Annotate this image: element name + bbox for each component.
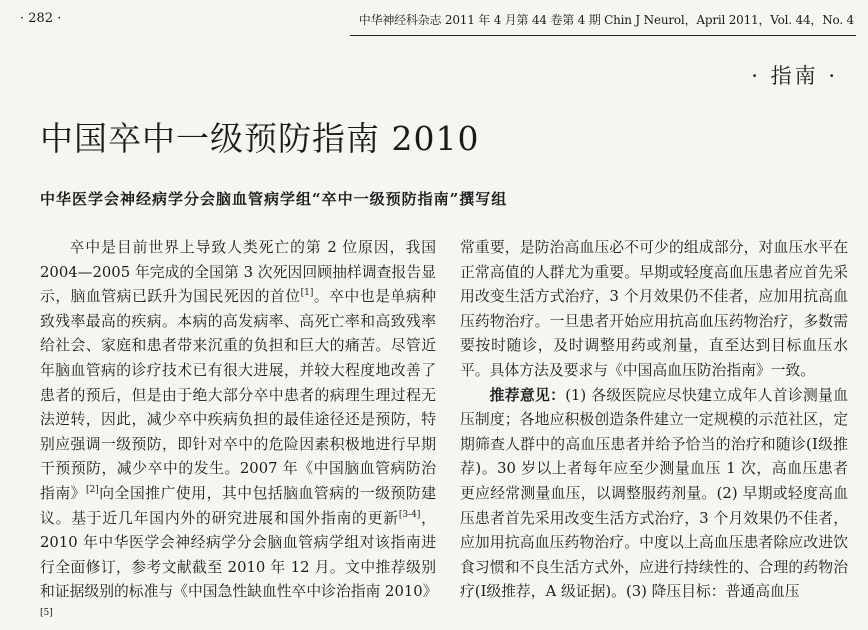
- header-rule: [350, 35, 856, 36]
- recommendation-paragraph: [460, 384, 848, 605]
- intro-paragraph: [40, 236, 436, 630]
- author-line: 中华医学会神经病学分会脑血管病学组“卒中一级预防指南”撰写组: [40, 190, 508, 208]
- right-column: [460, 236, 848, 605]
- recommendation-label: 推荐意见：: [489, 386, 566, 404]
- intro-text-4: ，2010 年中华医学会神经病学分会脑血管病学组对该指南进行全面修订，参考文献截至 2010 年 12 月。文中推荐级别和证据级别的标准与《中国急性缺血性卒中诊治指南 2010》: [40, 509, 438, 601]
- recommendation-text: (1) 各级医院应尽快建立成年人首诊测量血压制度；各地应积极创造条件建立一定规模的示范社区，定期筛查人群中的高血压患者并给予恰当的治疗和随诊(Ⅰ级推荐)。30 岁以上者每年应至少测量血压 1 次，高血压患者更应经常测量血压，以调整服药剂量。(2) 早期或轻度高血压患者首先采用改变生活方式治疗，3 个月效果仍不佳者，应加用抗高血压药物治疗。中度以上高血压患者除应改进饮食习惯和不良生活方式外，应进行持续性的、合理的药物治疗(Ⅰ级推荐，A 级证据)。(3) 降压目标：普通高血压: [460, 386, 848, 601]
- running-header: [0, 8, 868, 34]
- article-title: 中国卒中一级预防指南 2010: [40, 119, 480, 158]
- journal-citation: 中华神经科杂志 2011 年 4 月第 44 卷第 4 期 Chin J Neurol，April 2011，Vol. 44，No. 4: [358, 13, 854, 27]
- intro-text-3: 向全国推广使用，其中包括脑血管病的一级预防建议。基于近几年国内外的研究进展和国外指南的更新: [40, 484, 436, 527]
- citation-3: [3-4]: [398, 509, 421, 520]
- citation-1: [1]: [300, 288, 314, 299]
- intro-text-2: 。卒中也是单病种致残率最高的疾病。本病的高发病率、高死亡率和高致残率给社会、家庭和患者带来沉重的负担和巨大的痛苦。尽管近年脑血管病的诊疗技术已有很大进展，并较大程度地改善了患者的预后，但是由于绝大部分卒中患者的病理生理过程无法逆转，因此，减少卒中疾病负担的最佳途径还是预防，特别应强调一级预防，即针对卒中的危险因素积极地进行早期干预预防，减少卒中的发生。2007 年《中国脑血管病防治指南》: [40, 288, 436, 502]
- citation-2: [2]: [86, 485, 99, 496]
- left-column: [40, 236, 436, 630]
- intro-text-1: 卒中是目前世界上导致人类死亡的第 2 位原因，我国 2004—2005 年完成的全国第 3 次死因回顾抽样调查报告显示，脑血管病已跃升为国民死因的首位: [40, 239, 436, 306]
- citation-4: [5]: [40, 607, 53, 618]
- section-label: · 指南 ·: [751, 64, 838, 88]
- hypertension-paragraph: 常重要，是防治高血压必不可少的组成部分，对血压水平在正常高值的人群尤为重要。早期或轻度高血压患者应首先采用改变生活方式治疗，3 个月效果仍不佳者，应加用抗高血压药物治疗。一旦患者开始应用抗高血压药物治疗，多数需要按时随诊，及时调整用药或剂量，直至达到目标血压水平。具体方法及要求与《中国高血压防治指南》一致。: [460, 239, 848, 379]
- page-number: · 282 ·: [20, 11, 62, 26]
